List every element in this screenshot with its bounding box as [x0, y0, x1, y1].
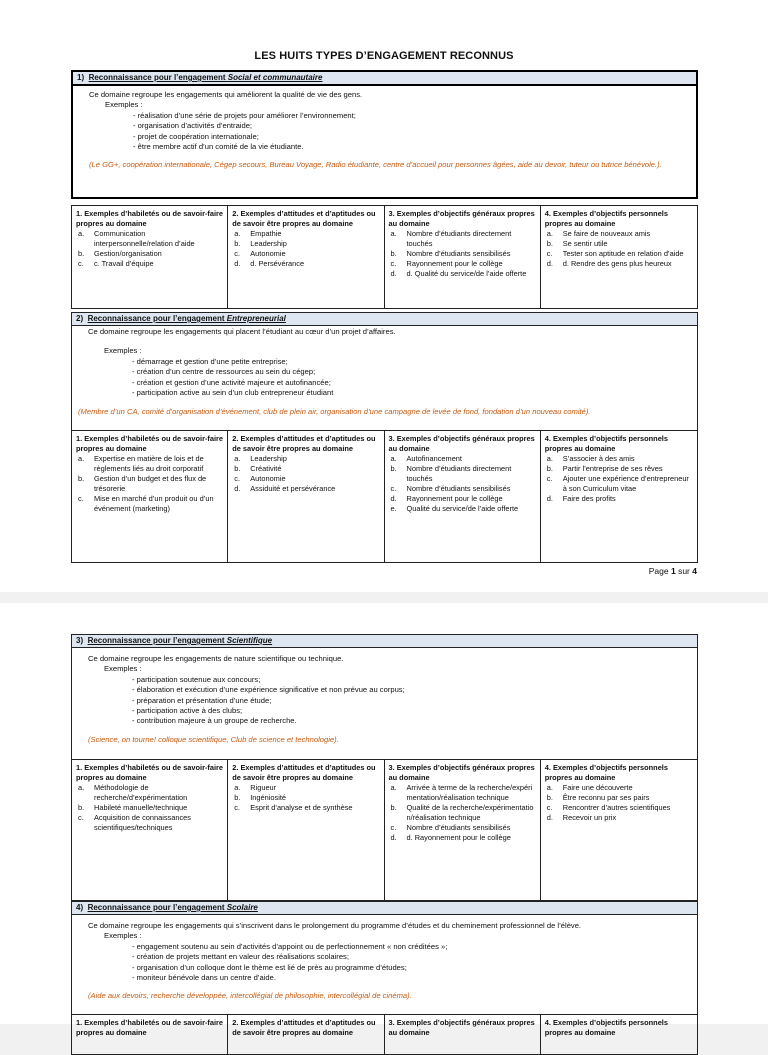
list-item: a. Rigueur	[234, 783, 277, 792]
list-item: c. Acquisition de connaissances scientifiques/techniques	[78, 813, 191, 832]
column-list	[389, 454, 537, 514]
list-item: c. Ajouter une expérience d’entrepreneur à son Curriculum vitae	[546, 474, 689, 493]
section-scientifique	[71, 634, 698, 760]
list-item: d. d. Rayonnement pour le collège	[390, 833, 511, 842]
list-item: b. Leadership	[234, 239, 287, 248]
examples-list	[88, 942, 691, 984]
example-item: - participation active à des clubs;	[132, 706, 243, 716]
list-item: c. Rayonnement pour le collège	[390, 259, 503, 268]
list-item: d. d. Qualité du service/de l’aide offerte	[390, 269, 527, 278]
list-item: b. Créativité	[234, 464, 282, 473]
examples-label: Exemples :	[104, 664, 142, 674]
section-body	[73, 86, 696, 173]
examples-list	[89, 111, 690, 153]
grid-column	[72, 431, 228, 562]
grid-column	[385, 206, 541, 308]
list-item: b. Se sentir utile	[546, 239, 608, 248]
column-heading: 3. Exemples d’objectifs généraux propres au domaine	[388, 1018, 535, 1037]
section-grid	[71, 205, 698, 309]
list-item: a. Autofinancement	[390, 454, 462, 463]
column-list	[76, 783, 224, 833]
grid-column	[541, 760, 697, 900]
column-heading: 2. Exemples d’attitudes et d’aptitudes ou de savoir être propres au domaine	[232, 1018, 376, 1037]
examples-label: Exemples :	[104, 346, 142, 356]
section-social	[71, 70, 698, 199]
example-item: - création de projets mettant en valeur des réalisations scolaires;	[132, 952, 349, 962]
column-list	[545, 454, 694, 504]
list-item: c. Rencontrer d’autres scientifiques	[546, 803, 671, 812]
column-heading: 1. Exemples d’habiletés ou de savoir-faire propres au domaine	[76, 1018, 224, 1037]
column-list	[545, 783, 694, 823]
list-item: a. Nombre d’étudiants directement touchés	[390, 229, 512, 248]
grid-column	[72, 206, 228, 308]
examples-list	[88, 357, 691, 399]
list-item: d. Recevoir un prix	[546, 813, 617, 822]
column-list	[232, 783, 380, 813]
section-body	[72, 326, 697, 420]
list-item: a. Leadership	[234, 454, 287, 463]
column-heading: 4. Exemples d’objectifs personnels propres au domaine	[544, 209, 668, 228]
list-item: c. Nombre d’étudiants sensibilisés	[390, 484, 511, 493]
column-list	[389, 229, 537, 279]
section-header	[72, 902, 697, 915]
list-item: c. Tester son aptitude en relation d’aide	[546, 249, 684, 258]
example-item: - participation active au sein d’un club entrepreneur étudiant	[132, 388, 334, 398]
column-heading: 3. Exemples d’objectifs généraux propres au domaine	[388, 209, 535, 228]
section-scolaire	[71, 901, 698, 1015]
grid-column	[228, 1015, 384, 1054]
list-item: b. Ingéniosité	[234, 793, 286, 802]
list-item: b. Gestion/organisation	[78, 249, 162, 258]
section-header	[72, 635, 697, 648]
column-list	[545, 229, 694, 269]
list-item: e. Qualité du service/de l’aide offerte	[390, 504, 519, 513]
column-heading: 2. Exemples d’attitudes et d’aptitudes ou de savoir être propres au domaine	[232, 763, 376, 782]
example-item: - organisation d’activités d’entraide;	[133, 121, 253, 131]
list-item: a. Se faire de nouveaux amis	[546, 229, 651, 238]
section-body	[72, 915, 697, 1004]
grid-column	[228, 206, 384, 308]
grid-column	[385, 1015, 541, 1054]
list-item: d. Rayonnement pour le collège	[390, 494, 503, 503]
column-heading: 2. Exemples d’attitudes et d’aptitudes ou de savoir être propres au domaine	[232, 434, 376, 453]
column-heading: 1. Exemples d’habiletés ou de savoir-faire propres au domaine	[76, 763, 224, 782]
column-heading: 4. Exemples d’objectifs personnels propres au domaine	[544, 763, 668, 782]
example-item: - réalisation d’une série de projets pour améliorer l’environnement;	[133, 110, 356, 120]
column-list	[232, 229, 380, 269]
section-header	[73, 72, 696, 86]
grid-column	[72, 1015, 228, 1054]
grid-column	[72, 760, 228, 900]
section-body	[72, 648, 697, 747]
list-item: a. Communication interpersonnelle/relation d’aide	[78, 229, 195, 248]
grid-column	[541, 1015, 697, 1054]
grid-column	[541, 431, 697, 562]
section-number: 4)	[76, 903, 84, 912]
examples-label: Exemples :	[104, 931, 142, 941]
column-heading: 4. Exemples d’objectifs personnels propres au domaine	[544, 1018, 668, 1037]
example-item: - démarrage et gestion d’une petite entreprise;	[132, 356, 288, 366]
column-list	[76, 454, 224, 514]
list-item: b. Habileté manuelle/technique	[78, 803, 188, 812]
grid-column	[228, 760, 384, 900]
examples-note: (Le GG+, coopération internationale, Cégep secours, Bureau Voyage, Radio étudiante, centre d’accueil pour personnes âgées, aide au devoir, tuteur ou tutrice bénévole.).	[89, 160, 662, 170]
section-number: 3)	[76, 636, 84, 645]
example-item: - élaboration et exécution d’une expérience significative et non prévue au corpus;	[132, 685, 405, 695]
section-title: Reconnaissance pour l’engagement Scolaire	[87, 903, 258, 912]
list-item: c. Autonomie	[234, 474, 286, 483]
section-intro: Ce domaine regroupe les engagements qui placent l’étudiant au cœur d’un projet d’affaires.	[88, 327, 396, 336]
column-heading: 1. Exemples d’habiletés ou de savoir-faire propres au domaine	[76, 434, 224, 453]
column-list	[389, 783, 537, 843]
list-item: a. Arrivée à terme de la recherche/expérimentation/réalisation technique	[390, 783, 533, 802]
list-item: c. Mise en marché d’un produit ou d’un événement (marketing)	[78, 494, 214, 513]
column-heading: 1. Exemples d’habiletés ou de savoir-faire propres au domaine	[76, 209, 224, 228]
section-grid	[71, 431, 698, 563]
column-heading: 3. Exemples d’objectifs généraux propres au domaine	[388, 434, 535, 453]
section-intro: Ce domaine regroupe les engagements de nature scientifique ou technique.	[88, 654, 344, 663]
list-item: d. d. Persévérance	[234, 259, 305, 268]
list-item: b. Partir l’entreprise de ses rêves	[546, 464, 663, 473]
column-list	[76, 229, 224, 269]
examples-note: (Science, on tourne! colloque scientifique, Club de science et technologie).	[88, 734, 339, 744]
document-page-2	[0, 603, 768, 1037]
section-title: Reconnaissance pour l’engagement Entrepreneurial	[87, 314, 286, 323]
list-item: d. Assiduité et persévérance	[234, 484, 336, 493]
example-item: - moniteur bénévole dans un centre d’aide.	[132, 973, 276, 983]
list-item: d. d. Rendre des gens plus heureux	[546, 259, 672, 268]
example-item: - être membre actif d’un comité de la vie étudiante.	[133, 142, 304, 152]
list-item: a. Faire une découverte	[546, 783, 633, 792]
section-number: 1)	[77, 73, 85, 82]
section-title: Reconnaissance pour l’engagement Social et communautaire	[88, 73, 323, 82]
list-item: c. Nombre d’étudiants sensibilisés	[390, 823, 511, 832]
section-header	[72, 313, 697, 326]
section-grid	[71, 760, 698, 901]
list-item: d. Faire des profits	[546, 494, 616, 503]
list-item: b. Nombre d’étudiants directement touchés	[390, 464, 512, 483]
example-item: - création et gestion d’une activité majeure et autofinancée;	[132, 377, 331, 387]
list-item: b. Être reconnu par ses pairs	[546, 793, 650, 802]
grid-column	[541, 206, 697, 308]
section-number: 2)	[76, 314, 84, 323]
list-item: b. Nombre d’étudiants sensibilisés	[390, 249, 511, 258]
grid-column	[385, 760, 541, 900]
examples-list	[88, 675, 691, 727]
column-list	[232, 454, 380, 494]
section-intro: Ce domaine regroupe les engagements qui améliorent la qualité de vie des gens.	[89, 90, 363, 99]
example-item: - organisation d’un colloque dont le thème est lié de près au programme d’études;	[132, 962, 407, 972]
section-grid	[71, 1015, 698, 1055]
section-intro: Ce domaine regroupe les engagements qui s’inscrivent dans le prolongement du programme d’études et du cheminement professionnel de l’élève.	[88, 921, 582, 930]
list-item: a. Expertise en matière de lois et de règlements liés au droit corporatif	[78, 454, 204, 473]
examples-note: (Aide aux devoirs, recherche développée, intercollégial de philosophie, intercollégial de cinéma).	[88, 991, 412, 1001]
column-heading: 3. Exemples d’objectifs généraux propres au domaine	[388, 763, 535, 782]
grid-column	[228, 431, 384, 562]
example-item: - création d’un centre de ressources au sein du cégep;	[132, 367, 316, 377]
list-item: c. Esprit d’analyse et de synthèse	[234, 803, 353, 812]
examples-label: Exemples :	[105, 100, 143, 110]
document-title: LES HUITS TYPES D’ENGAGEMENT RECONNUS	[254, 50, 514, 62]
list-item: b. Qualité de la recherche/expérimentation/réalisation technique	[390, 803, 534, 822]
grid-column	[385, 431, 541, 562]
list-item: c. Autonomie	[234, 249, 286, 258]
list-item: b. Gestion d’un budget et des flux de trésorerie	[78, 474, 207, 493]
page-number: Page 1 sur 4	[648, 566, 697, 576]
list-item: a. S’associer à des amis	[546, 454, 635, 463]
example-item: - engagement soutenu au sein d’activités d’appoint ou de perfectionnement « non créditées »;	[132, 941, 448, 951]
column-heading: 4. Exemples d’objectifs personnels propres au domaine	[544, 434, 668, 453]
example-item: - participation soutenue aux concours;	[132, 674, 261, 684]
list-item: c. c. Travail d’équipe	[78, 259, 154, 268]
examples-note: (Membre d’un CA, comité d’organisation d’événement, club de plein air, organisation d’une campagne de levée de fond, fondation d’un nouveau comité).	[78, 407, 591, 417]
example-item: - projet de coopération internationale;	[133, 131, 259, 141]
column-heading: 2. Exemples d’attitudes et d’aptitudes ou de savoir être propres au domaine	[232, 209, 376, 228]
section-entrepreneurial	[71, 312, 698, 431]
list-item: a. Empathie	[234, 229, 282, 238]
list-item: a. Méthodologie de recherche/d’expérimentation	[78, 783, 188, 802]
section-title: Reconnaissance pour l’engagement Scientifique	[87, 636, 273, 645]
example-item: - préparation et présentation d’une étude;	[132, 695, 272, 705]
example-item: - contribution majeure à un groupe de recherche.	[132, 716, 297, 726]
